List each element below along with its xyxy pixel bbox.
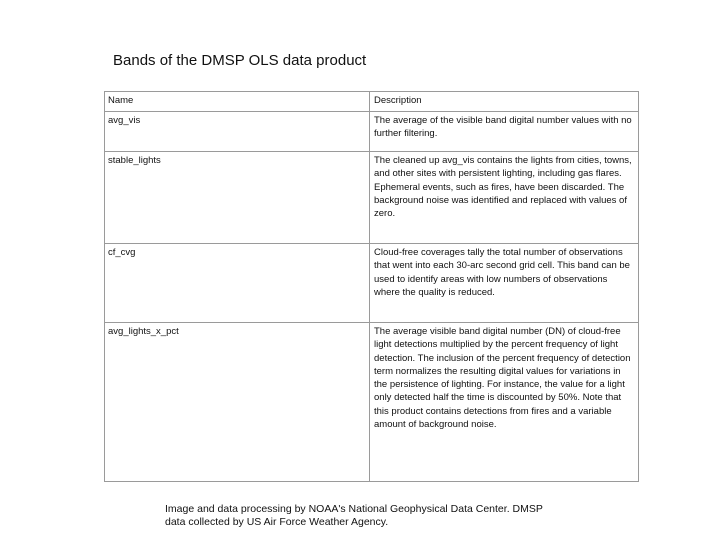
credits-line-2: data collected by US Air Force Weather Agency. bbox=[165, 515, 389, 528]
band-description: Cloud-free coverages tally the total number of observations that went into each 30-arc second grid cell. This band can be used to identify areas with low numbers of observations where the quality is reduced. bbox=[370, 244, 639, 323]
band-name: stable_lights bbox=[105, 152, 370, 244]
header-description: Description bbox=[370, 92, 639, 112]
table-row bbox=[105, 244, 639, 323]
table-row bbox=[105, 112, 639, 152]
credits-footer bbox=[165, 503, 585, 528]
credits-line-1: Image and data processing by NOAA's National Geophysical Data Center. DMSP bbox=[165, 503, 543, 515]
table-header-row bbox=[105, 92, 639, 112]
header-name: Name bbox=[105, 92, 370, 112]
band-description: The cleaned up avg_vis contains the lights from cities, towns, and other sites with persistent lighting, including gas flares. Ephemeral events, such as fires, have been discarded. The background noise was identified and replaced with values of zero. bbox=[370, 152, 639, 244]
band-description: The average of the visible band digital number values with no further filtering. bbox=[370, 112, 639, 152]
table-row bbox=[105, 152, 639, 244]
band-name: cf_cvg bbox=[105, 244, 370, 323]
band-name: avg_vis bbox=[105, 112, 370, 152]
band-description: The average visible band digital number (DN) of cloud-free light detections multiplied by the percent frequency of light detection. The inclusion of the percent frequency of detection term normalizes the resulting digital values for variations in the persistence of lighting. For instance, the value for a light only detected half the time is discounted by 50%. Note that this product contains detections from fires and a variable amount of background noise. bbox=[370, 323, 639, 482]
band-name: avg_lights_x_pct bbox=[105, 323, 370, 482]
bands-table bbox=[104, 91, 639, 482]
page-title: Bands of the DMSP OLS data product bbox=[113, 52, 367, 69]
table-row bbox=[105, 323, 639, 482]
